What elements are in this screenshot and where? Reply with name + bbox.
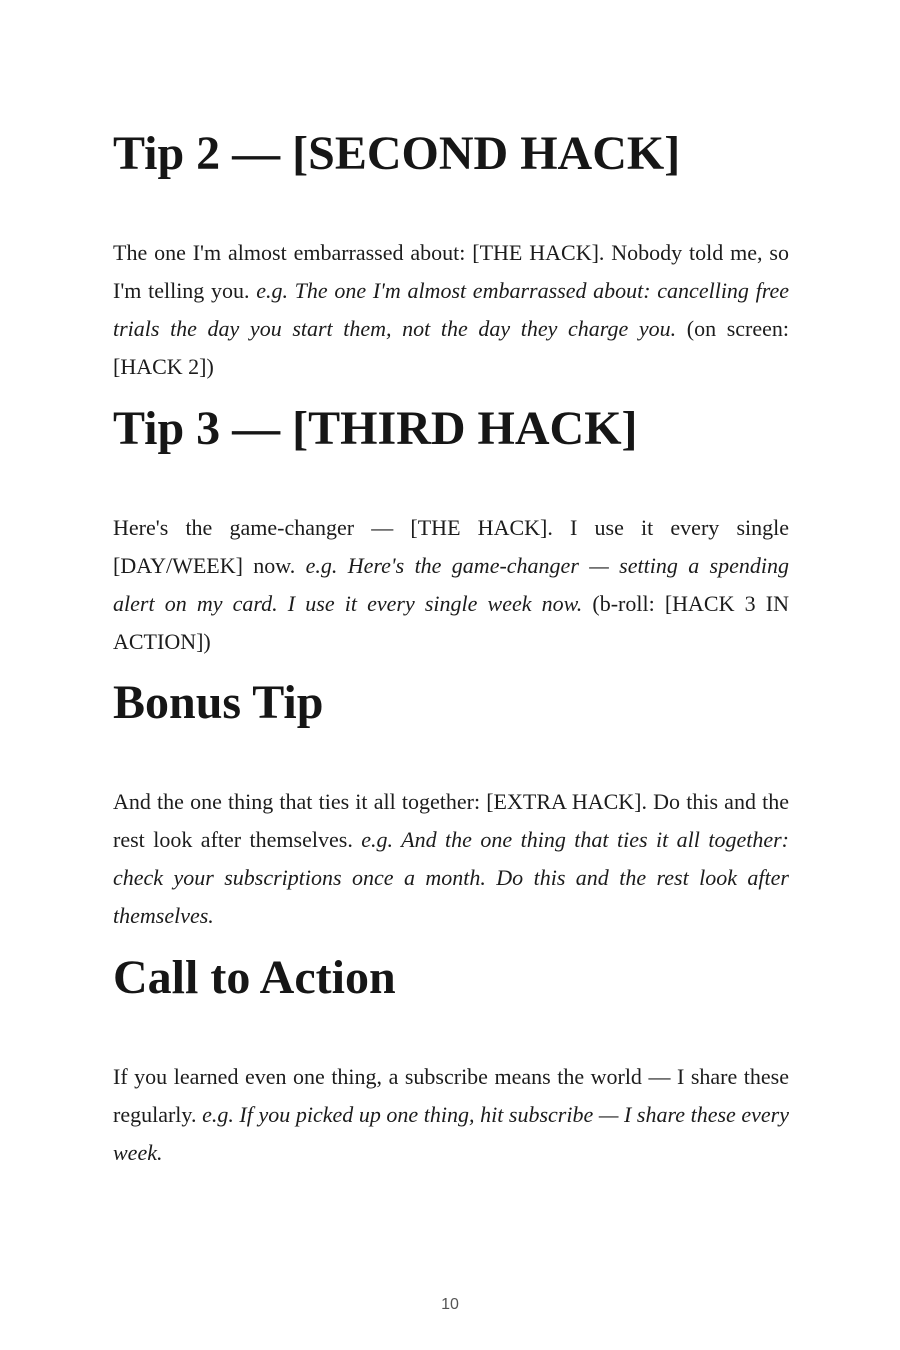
- paragraph-text: The one I'm almost embarrassed about: [THE HACK]. Nobody told me, so I'm telling you.: [113, 240, 789, 303]
- paragraph-text: Here's the game-changer — [THE HACK]. I use it every single [DAY/WEEK] now.: [113, 515, 789, 578]
- section-heading: Tip 2 — [SECOND HACK]: [113, 127, 681, 180]
- section-call-to-action: [113, 950, 789, 1172]
- section-tip-2: [113, 126, 789, 386]
- section-tip-3: [113, 401, 789, 661]
- section-heading: Bonus Tip: [113, 676, 324, 729]
- production-note: (b-roll: [HACK 3 IN ACTION]): [113, 591, 789, 654]
- section-paragraph: [113, 234, 789, 386]
- section-paragraph: [113, 1058, 789, 1172]
- section-paragraph: [113, 783, 789, 935]
- production-note: (on screen: [HACK 2]): [113, 316, 790, 379]
- section-paragraph: [113, 509, 789, 661]
- page-number: 10: [441, 1296, 459, 1313]
- section-heading: Call to Action: [113, 951, 396, 1004]
- paragraph-text: If you learned even one thing, a subscribe means the world — I share these regularly.: [113, 1064, 789, 1127]
- paragraph-text: And the one thing that ties it all together: [EXTRA HACK]. Do this and the rest look after themselves.: [113, 789, 789, 852]
- section-heading: Tip 3 — [THIRD HACK]: [113, 402, 638, 455]
- section-bonus-tip: [113, 675, 789, 935]
- example-text: e.g. Here's the game-changer — setting a spending alert on my card. I use it every single week now.: [113, 553, 789, 616]
- example-text: e.g. The one I'm almost embarrassed about: cancelling free trials the day you start them, not the day they charge you.: [113, 278, 790, 341]
- example-text: e.g. And the one thing that ties it all together: check your subscriptions once a month. Do this and the rest look after themselves.: [113, 827, 789, 928]
- example-text: e.g. If you picked up one thing, hit subscribe — I share these every week.: [113, 1102, 789, 1165]
